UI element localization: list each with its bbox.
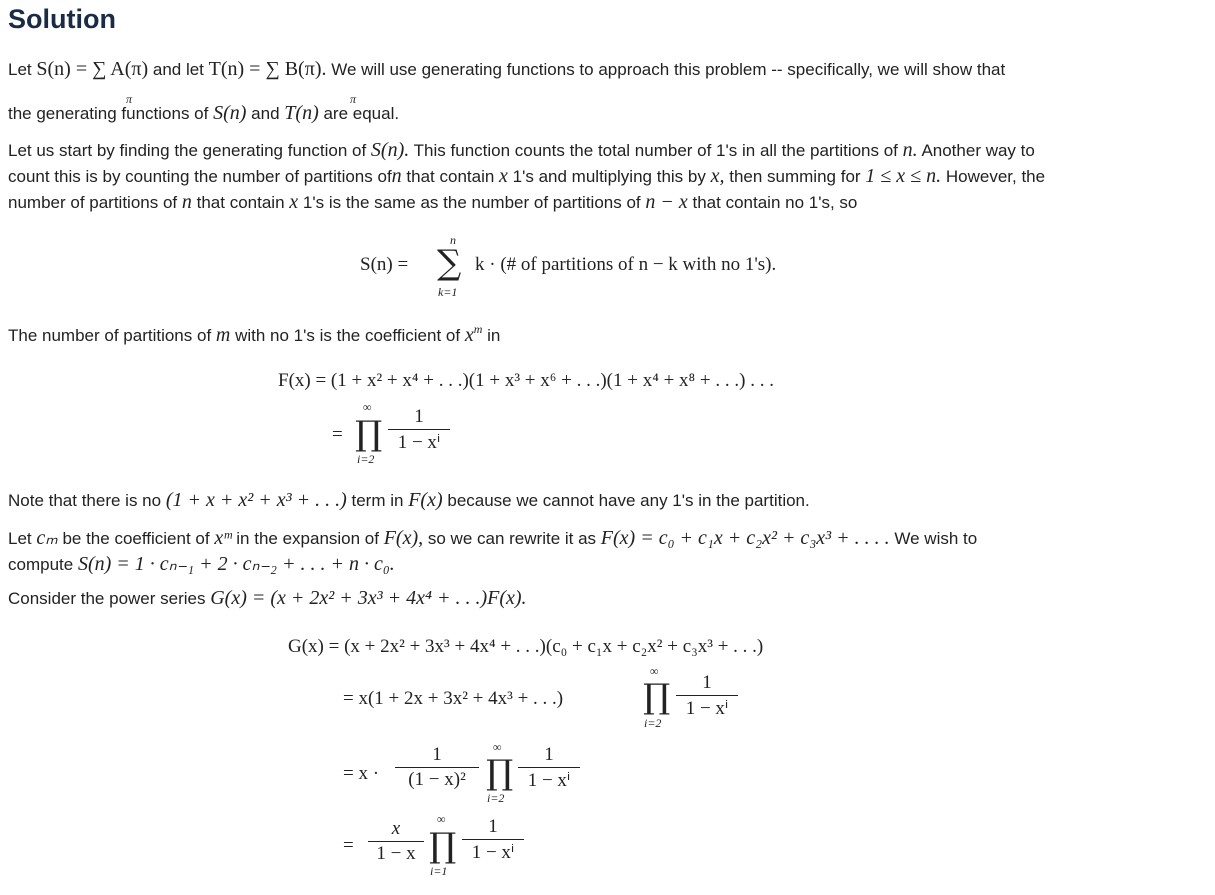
text: compute [8,555,74,574]
text: that contain no 1's, so [692,193,858,212]
paragraph-line [8,525,977,550]
math-n-minus-x: n − x [645,191,688,213]
equals-sign: = [332,424,343,445]
denominator: 1 − xⁱ [685,698,729,719]
paragraph-line [8,322,500,347]
text: However, the [945,167,1046,186]
sum-subscript-pi: π [126,92,133,106]
paragraph-line [8,489,810,512]
equation-g-line2: = x(1 + 2x + 3x² + 4x³ + . . .) [343,688,564,709]
prod-lower-limit: i=2 [357,452,375,466]
fraction [368,818,424,865]
math-n: n. [902,139,918,161]
numerator: 1 [432,744,442,765]
text: Let us start by finding the generating function of [8,141,367,160]
product-symbol: ∏ [643,677,671,717]
equation-g-line4: = [343,835,354,856]
paragraph-definitions-line2 [8,102,399,125]
text: 1's is the same as the number of partitions of [302,193,641,212]
text: and [251,104,280,123]
math-sn: S(n). [370,139,410,161]
numerator: 1 [414,406,424,427]
page-title: Solution [8,4,116,34]
text: so we can rewrite it as [427,529,597,548]
prod-upper-limit: ∞ [493,740,502,754]
text: with no 1's is the coefficient of [235,326,461,345]
math-g: G(x) = (x + 2x² + 3x³ + 4x⁴ + . . .)F(x). [210,587,527,609]
exponent: m [473,322,483,336]
denominator: 1 − xⁱ [397,432,441,453]
fraction-bar [676,695,738,696]
math-s-def: S(n) = ∑ A(π) [36,58,149,80]
equation-g-line1: G(x) = (x + 2x² + 3x³ + 4x⁴ + . . .)(c₀ + c₁x + c₂x² + c₃x³ + . . .) [288,636,764,657]
equation-s-lhs: S(n) = [360,254,409,275]
math-cm: cₘ [36,527,58,549]
math-xm [465,324,483,346]
math-x: x, [710,165,725,187]
text: 1's and multiplying this by [512,167,706,186]
fraction-bar [395,767,479,768]
text: then summing for [729,167,861,186]
text: that contain [196,193,285,212]
text: We will use generating functions to approach this problem -- specifically, we will show that [331,60,1006,79]
prod-upper-limit: ∞ [437,812,446,826]
equation-f-line1: F(x) = (1 + x² + x⁴ + . . .)(1 + x³ + x⁶ + . . .)(1 + x⁴ + x⁸ + . . .) . . . [278,370,774,391]
equation-g-line3: = x · [343,763,380,784]
math-sn: S(n) [213,102,247,124]
denominator: 1 − xⁱ [471,842,515,863]
numerator: 1 [544,744,554,765]
denominator: 1 − xⁱ [527,770,571,791]
math-m: m [215,324,231,346]
text: The number of partitions of [8,326,212,345]
paragraph-line [8,587,527,610]
text: be the coefficient of [62,529,210,548]
math-x: x [464,324,474,346]
prod-upper-limit: ∞ [650,664,659,678]
math-n: n [181,191,192,213]
denominator: 1 − x [376,843,416,864]
fraction [676,672,738,720]
math-term: (1 + x + x² + x³ + . . .) [165,489,347,511]
math-x: x [289,191,299,213]
prod-upper-limit: ∞ [363,400,372,414]
math-fx: F(x) [408,489,443,511]
text: Let [8,60,32,79]
sum-lower-limit: k=1 [438,285,458,299]
paragraph-line [8,551,395,576]
math-t-def: T(n) = ∑ B(π). [208,58,327,80]
paragraph-line [8,139,1035,162]
text: that contain [406,167,495,186]
fraction-bar [462,839,524,840]
math-fx: F(x), [383,527,424,549]
prod-lower-limit: i=2 [644,716,662,730]
equation-s-rhs: k · (# of partitions of n − k with no 1's). [475,254,777,275]
text: Let [8,529,32,548]
sum-upper-limit: n [450,233,456,247]
prod-lower-limit: i=2 [487,791,505,805]
fraction [518,744,580,792]
text: Note that there is no [8,491,162,510]
math-x: x [499,165,508,187]
fraction-bar [388,429,450,430]
product-symbol: ∏ [486,753,514,793]
text: term in [351,491,404,510]
sum-subscript-pi: π [350,92,357,106]
sum-symbol: ∑ [437,243,462,283]
text: count this is by counting the number of partitions of [8,167,392,186]
fraction-bar [368,841,424,842]
math-expansion: F(x) = c₀ + c₁x + c₂x² + c₃x³ + . . . . [600,527,890,549]
text: Consider the power series [8,589,206,608]
text: in [487,326,501,345]
product-symbol: ∏ [429,826,457,866]
numerator: x [391,818,401,839]
numerator: 1 [488,816,498,837]
paragraph-line [8,165,1045,188]
text: the generating functions of [8,104,209,123]
math-sum: S(n) = 1 · cₙ₋₁ + 2 · cₙ₋₂ + . . . + n · c₀. [77,553,395,575]
paragraph-line [8,191,857,214]
text: This function counts the total number of 1's in all the partitions of [413,141,898,160]
math-xm: xᵐ [214,527,232,549]
fraction [462,816,524,864]
text: number of partitions of [8,193,178,212]
denominator: (1 − x)² [408,769,466,790]
text: because we cannot have any 1's in the partition. [447,491,810,510]
numerator: 1 [702,672,712,693]
fraction [395,744,479,791]
math-range: 1 ≤ x ≤ n. [865,165,942,187]
text: in the expansion of [236,529,379,548]
text: Another way to [921,141,1035,160]
fraction [388,406,450,454]
math-n: n [391,165,402,187]
text: and let [152,60,204,79]
text: We wish to [894,529,978,548]
product-symbol: ∏ [355,414,383,454]
math-tn: T(n) [284,102,319,124]
prod-lower-limit: i=1 [430,864,448,878]
text: are equal. [323,104,400,123]
fraction-bar [518,767,580,768]
paragraph-definitions [8,58,1005,81]
